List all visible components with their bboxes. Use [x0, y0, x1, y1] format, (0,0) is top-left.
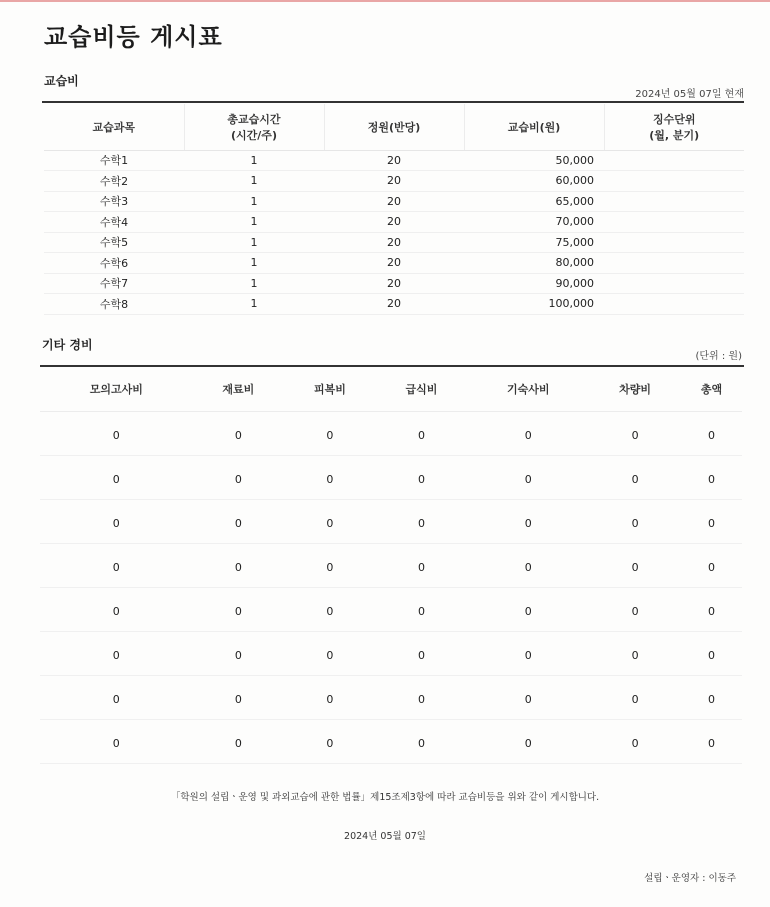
cost-cell: 0: [376, 587, 468, 631]
col-unit: [604, 104, 744, 150]
tuition-header-row: [44, 104, 744, 150]
cost-cell: 0: [589, 543, 681, 587]
cost-cell: 0: [467, 543, 589, 587]
capacity-cell: 20: [324, 294, 464, 315]
cost-cell: 0: [681, 675, 742, 719]
cost-cell: 0: [284, 587, 376, 631]
cost-cell: 0: [589, 587, 681, 631]
hours-cell: 1: [184, 150, 324, 171]
hours-cell: 1: [184, 171, 324, 192]
hours-cell: 1: [184, 273, 324, 294]
other-costs-unit: (단위 : 원): [695, 351, 742, 362]
cost-cell: 0: [40, 543, 193, 587]
cost-cell: 0: [40, 719, 193, 763]
cost-cell: 0: [681, 719, 742, 763]
cost-cell: 0: [40, 631, 193, 675]
col-fee: 교습비(원): [464, 104, 604, 150]
hours-cell: 1: [184, 232, 324, 253]
capacity-cell: 20: [324, 253, 464, 274]
col-unit-line1: 징수단위: [652, 112, 696, 126]
cost-cell: 0: [376, 499, 468, 543]
cost-cell: 0: [193, 411, 285, 455]
top-border: [0, 0, 770, 2]
hours-cell: 1: [184, 253, 324, 274]
cost-cell: 0: [376, 675, 468, 719]
unit-cell: [604, 253, 744, 274]
table-row: [40, 499, 742, 543]
unit-cell: [604, 171, 744, 192]
unit-cell: [604, 232, 744, 253]
table-row: [40, 719, 742, 763]
table-row: [40, 675, 742, 719]
capacity-cell: 20: [324, 150, 464, 171]
hours-cell: 1: [184, 212, 324, 233]
other-col-header: 기숙사비: [467, 367, 589, 411]
cost-cell: 0: [681, 455, 742, 499]
cost-cell: 0: [681, 631, 742, 675]
col-hours-line2: (시간/주): [231, 128, 277, 142]
cost-cell: 0: [589, 499, 681, 543]
cost-cell: 0: [193, 631, 285, 675]
cost-cell: 0: [193, 675, 285, 719]
table-row: [40, 455, 742, 499]
col-hours-line1: 총교습시간: [227, 112, 281, 126]
cost-cell: 0: [40, 411, 193, 455]
capacity-cell: 20: [324, 212, 464, 233]
cost-cell: 0: [193, 587, 285, 631]
cost-cell: 0: [376, 631, 468, 675]
other-col-header: 재료비: [193, 367, 285, 411]
cost-cell: 0: [284, 455, 376, 499]
cost-cell: 0: [589, 631, 681, 675]
capacity-cell: 20: [324, 191, 464, 212]
col-unit-line2: (월, 분기): [649, 128, 700, 142]
other-col-header: 피복비: [284, 367, 376, 411]
cost-cell: 0: [681, 543, 742, 587]
cost-cell: 0: [467, 675, 589, 719]
tuition-rule: [42, 101, 744, 103]
operator-name: 설립ㆍ운영자 : 이동주: [644, 873, 736, 884]
cost-cell: 0: [193, 543, 285, 587]
unit-cell: [604, 191, 744, 212]
cost-cell: 0: [467, 587, 589, 631]
other-costs-header-row: [40, 367, 742, 411]
table-row: [44, 273, 744, 294]
unit-cell: [604, 294, 744, 315]
other-col-header: 총액: [681, 367, 742, 411]
cost-cell: 0: [467, 411, 589, 455]
subject-cell: 수학8: [44, 294, 184, 315]
cost-cell: 0: [467, 719, 589, 763]
cost-cell: 0: [193, 719, 285, 763]
cost-cell: 0: [40, 587, 193, 631]
table-row: [44, 191, 744, 212]
other-col-header: 차량비: [589, 367, 681, 411]
cost-cell: 0: [376, 719, 468, 763]
tuition-heading: 교습비: [44, 74, 79, 88]
cost-cell: 0: [376, 455, 468, 499]
unit-cell: [604, 212, 744, 233]
cost-cell: 0: [284, 631, 376, 675]
table-row: [44, 212, 744, 233]
table-row: [44, 171, 744, 192]
cost-cell: 0: [681, 499, 742, 543]
cost-cell: 0: [40, 455, 193, 499]
subject-cell: 수학6: [44, 253, 184, 274]
other-col-header: 급식비: [376, 367, 468, 411]
cost-cell: 0: [467, 499, 589, 543]
col-capacity: 정원(반당): [324, 104, 464, 150]
other-col-header: 모의고사비: [40, 367, 193, 411]
hours-cell: 1: [184, 294, 324, 315]
subject-cell: 수학3: [44, 191, 184, 212]
capacity-cell: 20: [324, 171, 464, 192]
subject-cell: 수학4: [44, 212, 184, 233]
cost-cell: 0: [40, 499, 193, 543]
subject-cell: 수학2: [44, 171, 184, 192]
cost-cell: 0: [284, 543, 376, 587]
fee-cell: 75,000: [464, 232, 604, 253]
subject-cell: 수학5: [44, 232, 184, 253]
table-row: [40, 631, 742, 675]
fee-cell: 80,000: [464, 253, 604, 274]
cost-cell: 0: [284, 719, 376, 763]
cost-cell: 0: [681, 411, 742, 455]
legal-notice: 「학원의 설립ㆍ운영 및 과외교습에 관한 법률」제15조제3항에 따라 교습비등을 위와 같이 게시합니다.: [170, 792, 600, 803]
cost-cell: 0: [376, 543, 468, 587]
cost-cell: 0: [376, 411, 468, 455]
col-subject: 교습과목: [44, 104, 184, 150]
table-row: [40, 543, 742, 587]
cost-cell: 0: [467, 455, 589, 499]
fee-cell: 60,000: [464, 171, 604, 192]
fee-cell: 50,000: [464, 150, 604, 171]
unit-cell: [604, 273, 744, 294]
issue-date: 2024년 05월 07일: [344, 831, 426, 842]
other-costs-heading: 기타 경비: [42, 338, 93, 352]
table-row: [44, 150, 744, 171]
hours-cell: 1: [184, 191, 324, 212]
fee-cell: 70,000: [464, 212, 604, 233]
table-row: [44, 294, 744, 315]
cost-cell: 0: [193, 455, 285, 499]
cost-cell: 0: [284, 411, 376, 455]
cost-cell: 0: [467, 631, 589, 675]
subject-cell: 수학7: [44, 273, 184, 294]
table-row: [44, 253, 744, 274]
tuition-table: [44, 104, 744, 315]
cost-cell: 0: [589, 455, 681, 499]
cost-cell: 0: [589, 719, 681, 763]
page-title: 교습비등 게시표: [44, 23, 223, 51]
cost-cell: 0: [589, 411, 681, 455]
table-row: [40, 587, 742, 631]
cost-cell: 0: [589, 675, 681, 719]
unit-cell: [604, 150, 744, 171]
subject-cell: 수학1: [44, 150, 184, 171]
cost-cell: 0: [681, 587, 742, 631]
tuition-date: 2024년 05월 07일 현재: [635, 89, 744, 100]
col-hours: [184, 104, 324, 150]
fee-cell: 100,000: [464, 294, 604, 315]
table-row: [40, 411, 742, 455]
fee-cell: 90,000: [464, 273, 604, 294]
capacity-cell: 20: [324, 232, 464, 253]
cost-cell: 0: [193, 499, 285, 543]
other-costs-table: [40, 367, 742, 764]
capacity-cell: 20: [324, 273, 464, 294]
table-row: [44, 232, 744, 253]
cost-cell: 0: [284, 675, 376, 719]
cost-cell: 0: [284, 499, 376, 543]
cost-cell: 0: [40, 675, 193, 719]
fee-cell: 65,000: [464, 191, 604, 212]
